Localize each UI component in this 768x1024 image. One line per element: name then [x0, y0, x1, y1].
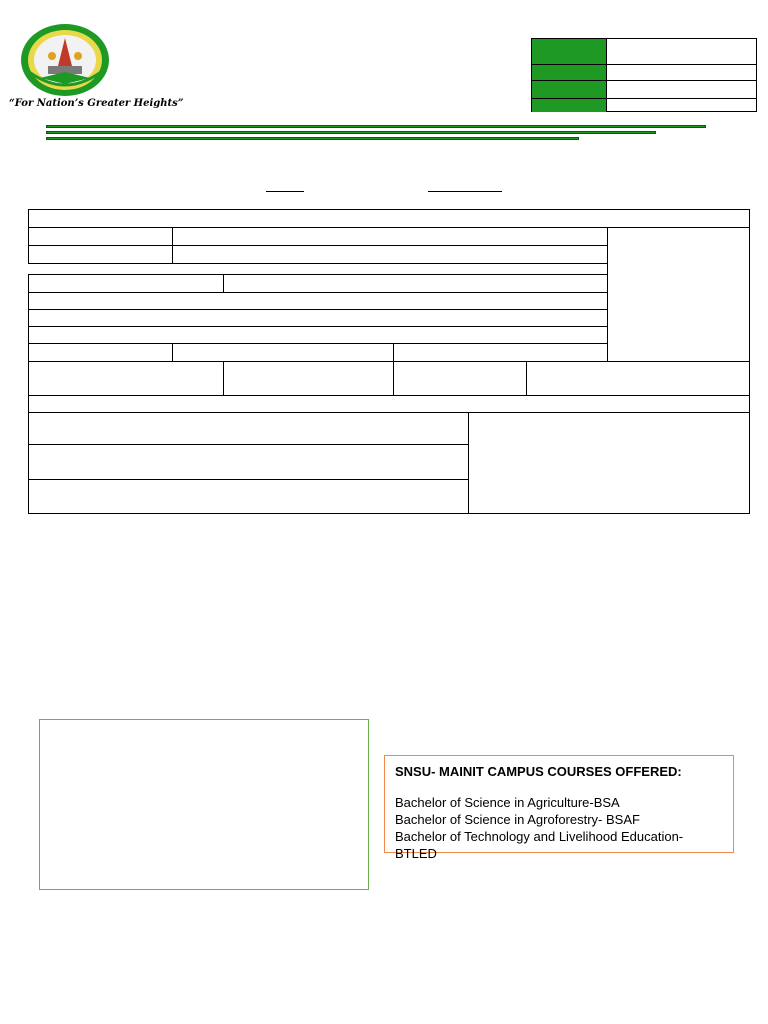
- form-cell: [28, 412, 750, 514]
- form-header-cell: [28, 209, 750, 228]
- code-row: [532, 99, 756, 112]
- form-divider: [393, 343, 394, 362]
- header-band: [46, 125, 706, 128]
- blank-field-line: [266, 191, 304, 192]
- photo-box: [607, 227, 750, 362]
- course-item: Bachelor of Science in Agriculture-BSA: [395, 795, 620, 810]
- application-form-grid: [28, 209, 750, 514]
- form-divider: [223, 361, 224, 396]
- form-cell: [28, 309, 608, 327]
- blank-field-line: [428, 191, 502, 192]
- form-cell: [28, 274, 608, 293]
- signature-box: [39, 719, 369, 890]
- code-row: [532, 65, 756, 81]
- form-divider: [172, 343, 173, 362]
- document-code-table: [531, 38, 757, 112]
- form-divider: [223, 274, 224, 293]
- university-seal-logo: [18, 22, 112, 98]
- form-divider: [393, 361, 394, 396]
- form-divider: [468, 412, 469, 514]
- header-band: [46, 137, 579, 140]
- form-cell: [28, 227, 608, 246]
- form-divider: [28, 479, 469, 480]
- form-cell: [28, 361, 750, 396]
- course-item: Bachelor of Technology and Livelihood Education- BTLED: [395, 829, 684, 861]
- courses-offered-box: [384, 755, 734, 861]
- form-divider: [28, 444, 469, 445]
- form-cell: [28, 343, 608, 362]
- form-cell: [28, 395, 750, 413]
- code-row: [532, 81, 756, 99]
- header-band: [46, 131, 656, 134]
- code-row: [532, 39, 756, 65]
- form-cell: [28, 326, 608, 344]
- form-cell: [28, 292, 608, 310]
- form-divider: [526, 361, 527, 396]
- tagline: “For Nation’s Greater Heights”: [9, 98, 184, 109]
- form-cell: [28, 245, 608, 264]
- course-item: Bachelor of Science in Agroforestry- BSAF: [395, 812, 640, 827]
- courses-title: SNSU- MAINIT CAMPUS COURSES OFFERED:: [395, 764, 682, 779]
